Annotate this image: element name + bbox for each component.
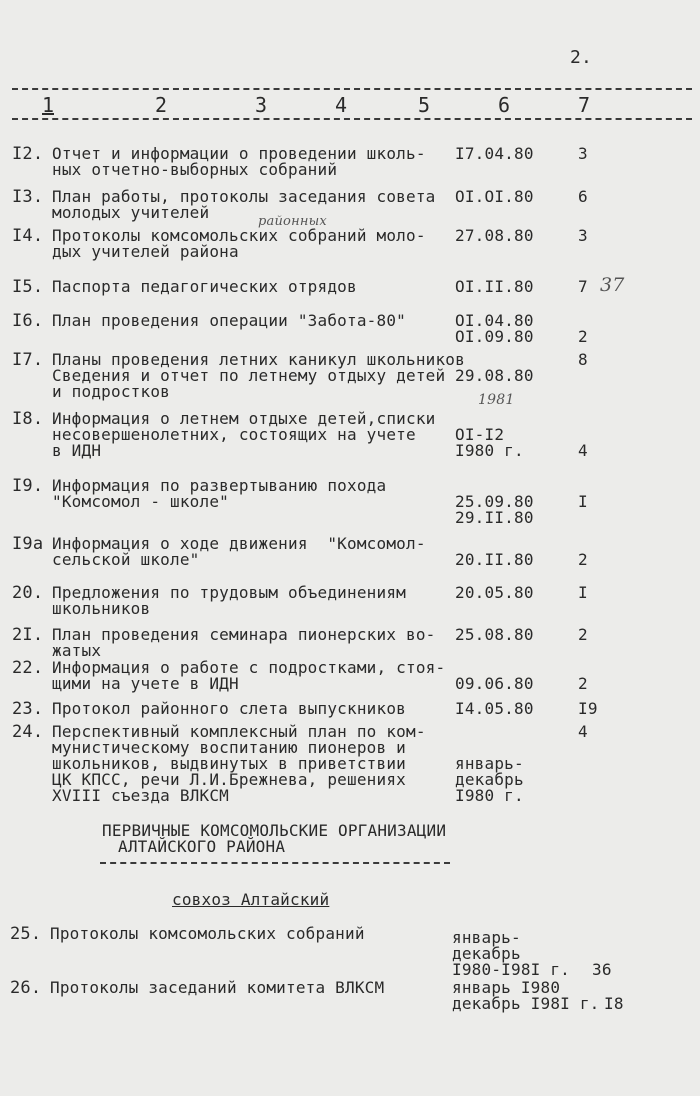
record-title-line: Отчет и информации о проведении школь- <box>52 144 426 163</box>
record-title-line: несовершенолетних, состоящих на учете <box>52 425 416 444</box>
record-title-line: План проведения семинара пионерских во- <box>52 625 436 644</box>
column-number: 3 <box>255 93 268 117</box>
record-sheet-count: 2 <box>578 674 588 693</box>
record-date: декабрь <box>455 770 524 789</box>
record-title-line: Информация о летнем отдыхе детей,списки <box>52 409 436 428</box>
record-date: декабрь <box>452 944 521 963</box>
handwritten-note: 1981 <box>478 392 515 408</box>
record-title-line: Предложения по трудовым объединениям <box>52 583 406 602</box>
record-date: OI-I2 <box>455 425 505 444</box>
record-title-line: щими на учете в ИДН <box>52 674 239 693</box>
record-date: OI.OI.80 <box>455 187 534 206</box>
record-title-line: школьников, выдвинутых в приветствии <box>52 754 406 773</box>
record-title-line: Перспективный комплексный план по ком- <box>52 722 426 741</box>
column-number: 7 <box>578 93 591 117</box>
record-sheet-count: 3 <box>578 226 588 245</box>
record-date: OI.II.80 <box>455 277 534 296</box>
record-title-line: План проведения операции "Забота-80" <box>52 311 406 330</box>
record-sheet-count: 7 <box>578 277 588 296</box>
record-date: декабрь I98I г. <box>452 994 600 1013</box>
record-sheet-count: 2 <box>578 327 588 346</box>
record-number: I6. <box>12 311 44 331</box>
record-date: I980-I98I г. <box>452 960 570 979</box>
header-rule-bottom <box>12 118 692 120</box>
record-title-line: в ИДН <box>52 441 102 460</box>
record-title-line: Информация о работе с подростками, стоя- <box>52 658 446 677</box>
page-number: 2. <box>570 47 593 68</box>
record-sheet-count: 2 <box>578 625 588 644</box>
handwritten-note: 37 <box>600 274 625 296</box>
record-title-line: Протоколы комсомольских собраний <box>50 924 365 943</box>
record-title-line: Протокол районного слета выпускников <box>52 699 406 718</box>
record-number: 26. <box>10 978 42 998</box>
column-number: 1 <box>42 93 55 117</box>
record-title-line: План работы, протоколы заседания совета <box>52 187 436 206</box>
record-number: 2I. <box>12 625 44 645</box>
record-title-line: Сведения и отчет по летнему отдыху детей <box>52 366 446 385</box>
record-title-line: Паспорта педагогических отрядов <box>52 277 357 296</box>
record-number: I9a <box>12 534 44 554</box>
record-title-line: "Комсомол - школе" <box>52 492 229 511</box>
record-sheet-count: 36 <box>592 960 612 979</box>
record-date: 25.09.80 <box>455 492 534 511</box>
record-title-line: Информация по развертыванию похода <box>52 476 387 495</box>
record-number: I7. <box>12 350 44 370</box>
record-title-line: мунистическому воспитанию пионеров и <box>52 738 406 757</box>
record-date: январь I980 <box>452 978 561 997</box>
column-number: 6 <box>498 93 511 117</box>
record-date: I980 г. <box>455 441 524 460</box>
record-number: I3. <box>12 187 44 207</box>
record-date: I980 г. <box>455 786 524 805</box>
record-sheet-count: 3 <box>578 144 588 163</box>
record-date: 20.II.80 <box>455 550 534 569</box>
record-title-line: молодых учителей <box>52 203 210 222</box>
record-date: 27.08.80 <box>455 226 534 245</box>
section-heading-line: ПЕРВИЧНЫЕ КОМСОМОЛЬСКИЕ ОРГАНИЗАЦИИ <box>102 821 447 840</box>
record-date: 25.08.80 <box>455 625 534 644</box>
record-date: 29.II.80 <box>455 508 534 527</box>
record-title-line: школьников <box>52 599 151 618</box>
record-number: I4. <box>12 226 44 246</box>
section-rule <box>100 862 450 864</box>
record-title-line: Протоколы заседаний комитета ВЛКСМ <box>50 978 385 997</box>
record-date: 09.06.80 <box>455 674 534 693</box>
record-sheet-count: I <box>578 492 588 511</box>
record-sheet-count: 4 <box>578 441 588 460</box>
record-title-line: Протоколы комсомольских собраний моло- <box>52 226 426 245</box>
record-number: 22. <box>12 658 44 678</box>
record-sheet-count: I <box>578 583 588 602</box>
section-heading-line: АЛТАЙСКОГО РАЙОНА <box>118 837 286 856</box>
record-date: I4.05.80 <box>455 699 534 718</box>
record-date: 20.05.80 <box>455 583 534 602</box>
record-title-line: XVIII съезда ВЛКСМ <box>52 786 229 805</box>
record-title-line: ЦК КПСС, речи Л.И.Брежнева, решениях <box>52 770 406 789</box>
record-title-line: дых учителей района <box>52 242 239 261</box>
column-number: 2 <box>155 93 168 117</box>
record-title-line: ных отчетно-выборных собраний <box>52 160 338 179</box>
header-rule-top <box>12 88 692 90</box>
record-date: январь- <box>452 928 521 947</box>
record-title-line: и подростков <box>52 382 170 401</box>
record-sheet-count: I8 <box>604 994 624 1013</box>
record-date: январь- <box>455 754 524 773</box>
column-number: 4 <box>335 93 348 117</box>
record-sheet-count: I9 <box>578 699 598 718</box>
record-title-line: жатых <box>52 641 102 660</box>
handwritten-note: районных <box>258 214 327 229</box>
record-date: OI.04.80 <box>455 311 534 330</box>
record-sheet-count: 2 <box>578 550 588 569</box>
record-title-line: Планы проведения летних каникул школьников <box>52 350 465 369</box>
record-date: 29.08.80 <box>455 366 534 385</box>
record-number: I9. <box>12 476 44 496</box>
record-title-line: Информация о ходе движения "Комсомол- <box>52 534 426 553</box>
subsection-title: совхоз Алтайский <box>172 890 330 909</box>
record-sheet-count: 4 <box>578 722 588 741</box>
record-date: OI.09.80 <box>455 327 534 346</box>
record-date: I7.04.80 <box>455 144 534 163</box>
column-number: 5 <box>418 93 431 117</box>
record-number: 24. <box>12 722 44 742</box>
record-sheet-count: 6 <box>578 187 588 206</box>
record-number: I2. <box>12 144 44 164</box>
record-sheet-count: 8 <box>578 350 588 369</box>
record-title-line: сельской школе" <box>52 550 200 569</box>
record-number: 25. <box>10 924 42 944</box>
record-number: I5. <box>12 277 44 297</box>
record-number: 20. <box>12 583 44 603</box>
record-number: I8. <box>12 409 44 429</box>
record-number: 23. <box>12 699 44 719</box>
